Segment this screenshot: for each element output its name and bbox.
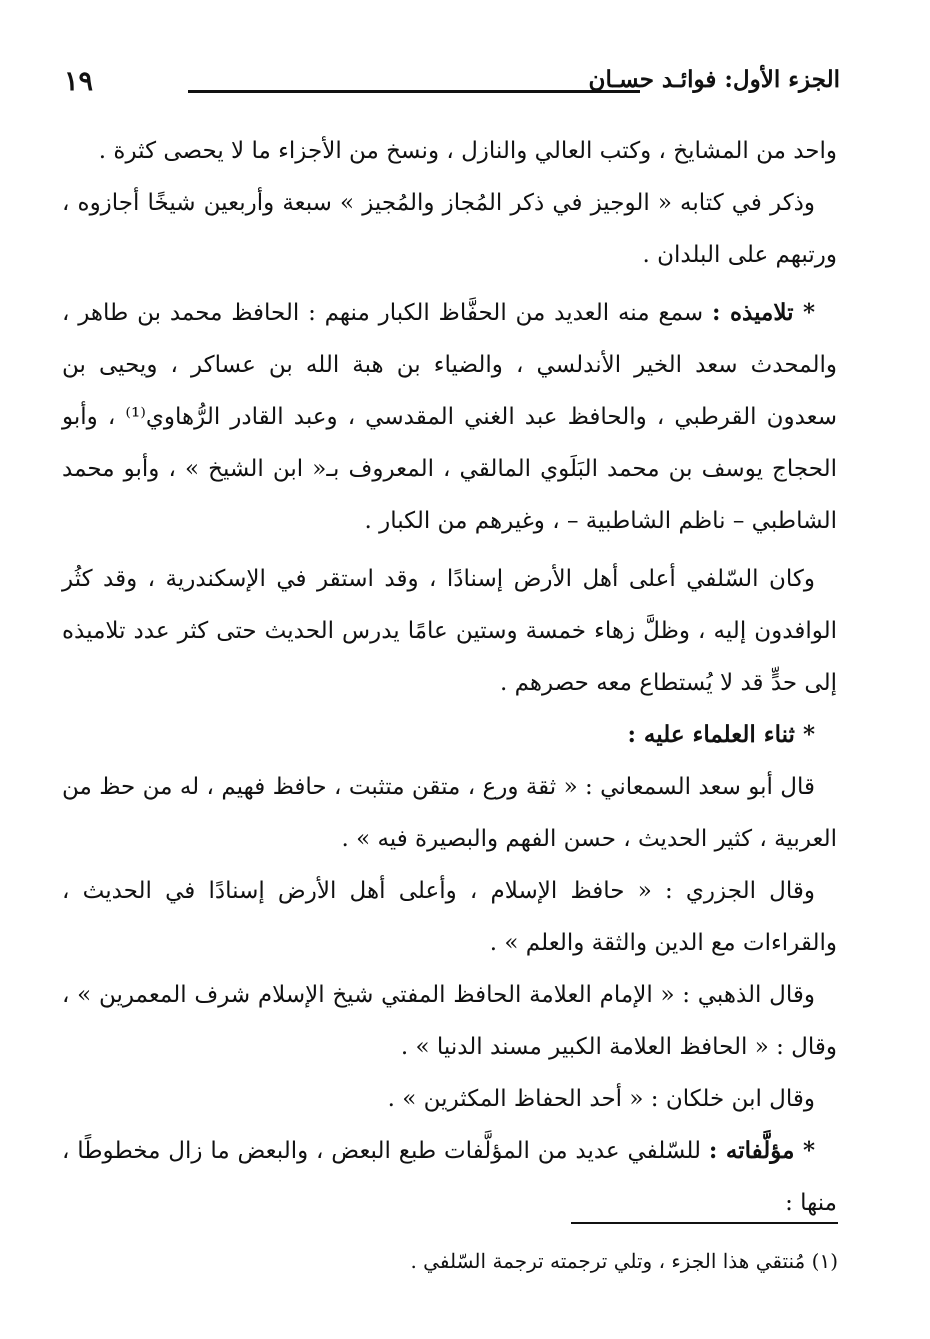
quote-jazari: وقال الجزري : « حافظ الإسلام ، وأعلى أهل الأرض إسنادًا في الحديث ، والقراءات مع الدين والثقة والعلم » .: [62, 878, 837, 956]
footnote-rule: [571, 1222, 838, 1224]
paragraph: واحد من المشايخ ، وكتب العالي والنازل ، ونسخ من الأجزاء ما لا يحصى كثرة .: [98, 138, 837, 164]
footnote: (١) مُنتقي هذا الجزء ، وتلي ترجمته ترجمة السّلفي .: [410, 1249, 838, 1273]
running-title: الجزء الأول: فوائـد حسـان: [588, 66, 840, 93]
quote-ibn-khallikan: وقال ابن خلكان : « أحد الحفاظ المكثرين » .: [387, 1086, 815, 1112]
section-students: * تلاميذه : سمع منه العديد من الحفَّاظ الكبار منهم : الحافظ محمد بن طاهر ، والمحدث سعد الخير الأندلسي ، والضياء بن هبة الله بن عساكر ، ويحيى بن سعدون القرطبي ، والحافظ عبد الغني المقدسي ، وعبد القادر الرُّهاوي⁽¹⁾ ، وأبو الحجاج يوسف بن محمد البَلَوي المالقي ، المعروف بـ« ابن الشيخ » ، وأبو محمد الشاطبي – ناظم الشاطبية – ، وغيرهم من الكبار .: [62, 299, 838, 534]
section-heading-works: * مؤلَّفاته :: [708, 1137, 816, 1164]
section-heading-students: * تلاميذه :: [711, 299, 816, 326]
quote-samani: قال أبو سعد السمعاني : « ثقة ورع ، متقن متثبت ، حافظ فهيم ، له من حظ من العربية ، كثير الحديث ، حسن الفهم والبصيرة فيه » .: [62, 774, 837, 852]
page-header: [60, 62, 840, 112]
paragraph: وذكر في كتابه « الوجيز في ذكر المُجاز والمُجيز » سبعة وأربعين شيخًا أجازوه ، ورتبهم على البلدان .: [62, 190, 837, 268]
section-works: * مؤلَّفاته : للسّلفي عديد من المؤلَّفات طبع البعض ، والبعض ما زال مخطوطًا ، منها :: [62, 1137, 837, 1216]
paragraph: وكان السّلفي أعلى أهل الأرض إسنادًا ، وقد استقر في الإسكندرية ، وقد كثُر الوافدون إليه ، وظلَّ زهاء خمسة وستين عامًا يدرس الحديث حتى كثر عدد تلاميذه إلى حدٍّ قد لا يُستطاع معه حصرهم .: [62, 566, 837, 696]
body-text: [62, 125, 837, 1229]
section-heading-praise: * ثناء العلماء عليه :: [627, 721, 815, 748]
header-rule: [188, 90, 640, 93]
quote-dhahabi: وقال الذهبي : « الإمام العلامة الحافظ المفتي شيخ الإسلام شرف المعمرين » ، وقال : « الحافظ العلامة الكبير مسند الدنيا » .: [62, 982, 837, 1060]
page-number: ١٩: [64, 66, 94, 97]
section-praise: [62, 709, 837, 761]
